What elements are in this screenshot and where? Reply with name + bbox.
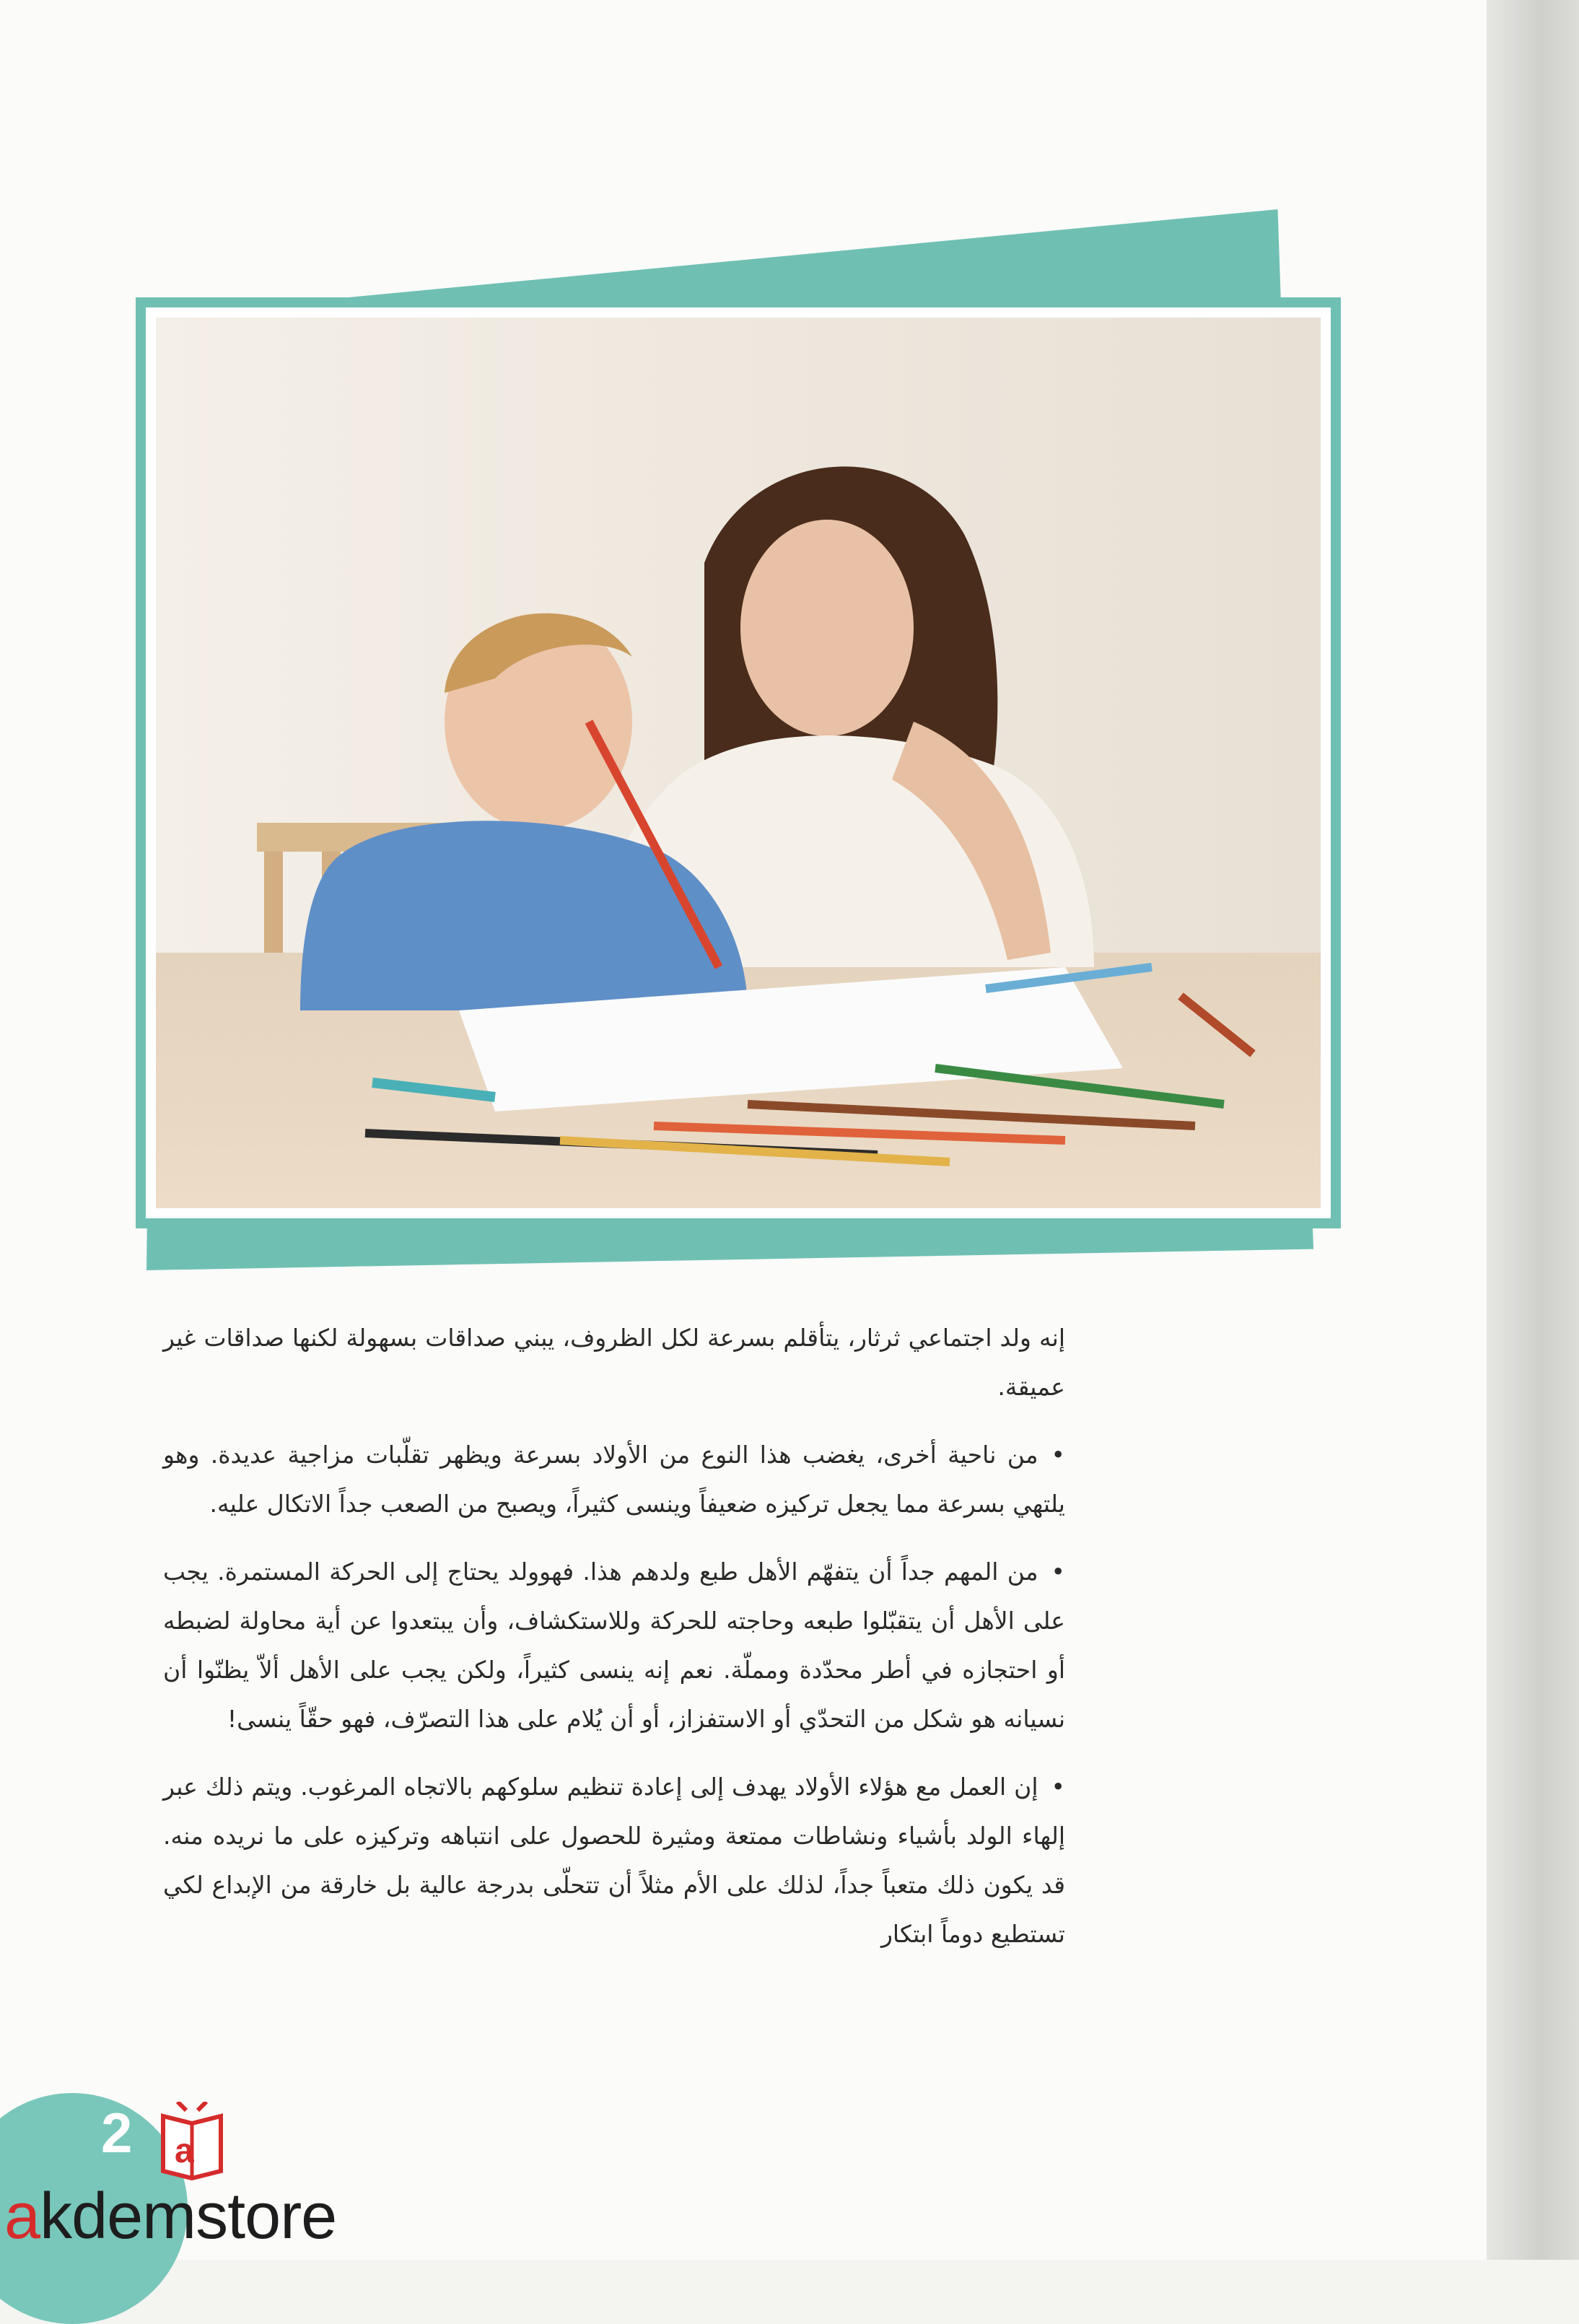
store-logo — [0, 2079, 390, 2260]
svg-text:a: a — [175, 2132, 194, 2170]
photo-frame — [136, 297, 1341, 1228]
page-binding-edge — [1487, 0, 1579, 2260]
paragraph-1: إنه ولد اجتماعي ثرثار، يتأقلم بسرعة لكل الظروف، يبني صداقات بسهولة لكنها صداقات غير عميقة. — [163, 1324, 1065, 1401]
photo-illustration — [156, 318, 1321, 1208]
store-logo-text — [4, 2180, 336, 2254]
paragraph-4: • إن العمل مع هؤلاء الأولاد يهدف إلى إعادة تنظيم سلوكهم بالاتجاه المرغوب. ويتم ذلك عبر إلهاء الولد بأشياء ونشاطات ممتعة ومثيرة للحصول على انتباهه وتركيزه على ما نريده منه. قد يكون ذلك متعباً جداً، لذلك على الأم مثلاً أن تتحلّى بدرجة عالية بل خارقة من الإبداع لكي تستطيع دوماً ابتكار — [163, 1762, 1065, 1959]
article-body — [163, 1314, 1065, 1978]
mother-and-child-photo — [156, 318, 1321, 1208]
paragraph-3: • من المهم جداً أن يتفهّم الأهل طبع ولدهم هذا. فهوولد يحتاج إلى الحركة المستمرة. يجب على الأهل أن يتقبّلوا طبعه وحاجته للحركة وللاستكشاف، وأن يبتعدوا عن أية محاولة لضبطه أو احتجازه في أطر محدّدة ومملّة. نعم إنه ينسى كثيراً، ولكن يجب على الأهل ألاّ يظنّوا أن نسيانه هو شكل من التحدّي أو الاستفزاز، أو أن يُلام على هذا التصرّف، فهو حقّاً ينسى! — [163, 1547, 1065, 1744]
store-logo-rest: kdemstore — [40, 2180, 337, 2253]
book-cart-icon — [157, 2102, 227, 2181]
store-logo-prefix: a — [4, 2180, 40, 2253]
paragraph-2: • من ناحية أخرى، يغضب هذا النوع من الأولاد بسرعة ويظهر تقلّبات مزاجية عديدة. وهو يلتهي بسرعة مما يجعل تركيزه ضعيفاً وينسى كثيراً، ويصبح من الصعب جداً الاتكال عليه. — [163, 1430, 1065, 1529]
page-number: 2 — [101, 2101, 133, 2164]
